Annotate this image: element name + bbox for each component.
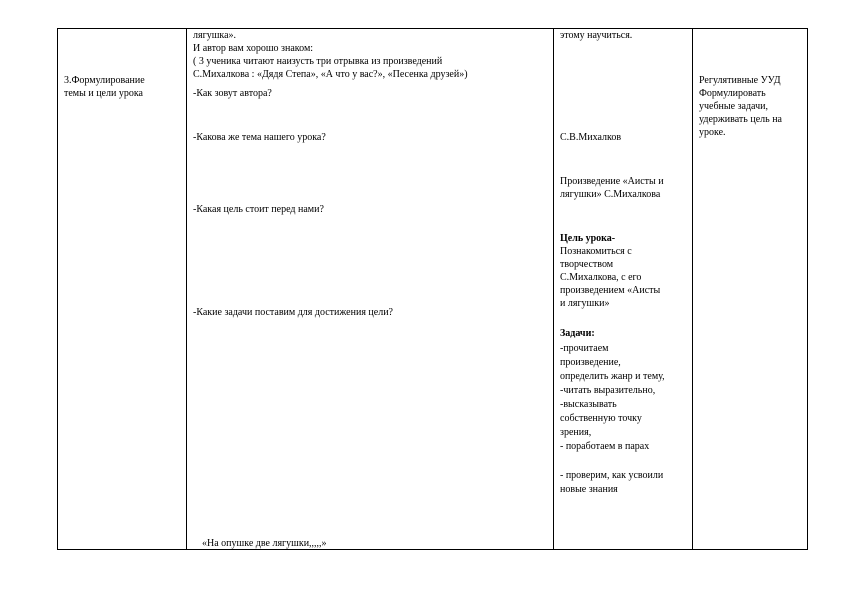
goal-label: Цель урока- [560,233,616,244]
task-line-6: собственную точку [560,413,642,424]
teacher-text-line-2: И автор вам хорошо знаком: [193,43,314,54]
uud-line-1: Регулятивные УУД [699,75,781,86]
teacher-text-line-3: ( 3 ученика читают наизусть три отрывка из произведений [193,56,443,67]
goal-line-2: творчеством [560,259,614,270]
goal-line-3: С.Михалкова, с его [560,272,642,283]
tasks-label: Задачи: [560,328,595,339]
uud-line-5: уроке. [699,127,726,138]
stage-cell [58,29,187,550]
author-answer: С.В.Михалков [560,132,622,143]
lesson-plan-table [57,28,808,550]
stage-name-line-2: темы и цели урока [64,88,143,99]
stage-name-line-1: 3.Формулирование [64,75,145,86]
question-tasks: -Какие задачи поставим для достижения цели? [193,307,393,318]
goal-line-1: Познакомиться с [560,246,632,257]
goal-line-5: и лягушки» [560,298,610,309]
topic-line-1: Произведение «Аисты и [560,176,664,187]
uud-line-2: Формулировать [699,88,766,99]
topic-line-2: лягушки» С.Михалкова [560,189,661,200]
task-line-1: -прочитаем [560,343,609,354]
task-line-4: -читать выразительно, [560,385,656,396]
task-line-5: -высказывать [560,399,617,410]
task-line-7: зрения, [560,427,592,438]
question-goal: -Какая цель стоит перед нами? [193,204,324,215]
check-line-1: - проверим, как усвоили [560,470,664,481]
task-line-3: определить жанр и тему, [560,371,665,382]
question-topic: -Какова же тема нашего урока? [193,132,326,143]
teacher-text-line-1: лягушка». [193,30,237,41]
goal-line-4: произведением «Аисты [560,285,661,296]
uud-cell [693,29,808,550]
reading-title: «На опушке две лягушки,,,,,» [202,538,327,549]
question-author: -Как зовут автора? [193,88,272,99]
table-row [58,29,808,550]
teacher-activity-cell [187,29,554,550]
student-activity-cell [554,29,693,550]
task-line-8: - поработаем в парах [560,441,650,452]
uud-line-3: учебные задачи, [699,101,768,112]
check-line-2: новые знания [560,484,618,495]
uud-line-4: удерживать цель на [699,114,782,125]
teacher-text-line-4: С.Михалкова : «Дядя Степа», «А что у вас?», «Песенка друзей») [193,69,468,80]
task-line-2: произведение, [560,357,621,368]
student-text-line-1: этому научиться. [560,30,633,41]
